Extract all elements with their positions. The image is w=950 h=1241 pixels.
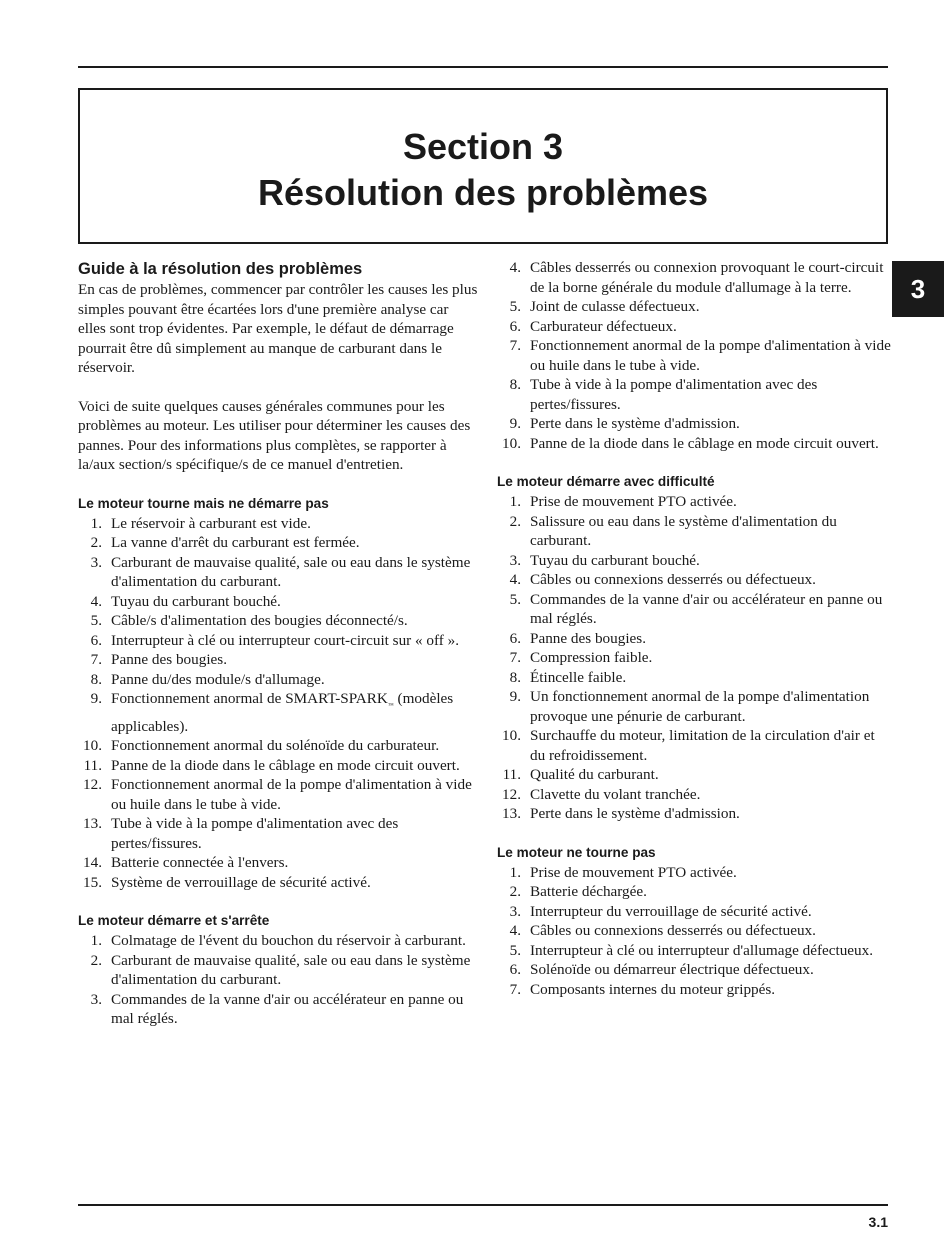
- left-column: [78, 258, 478, 1029]
- list-item: 6. Panne des bougies.: [509, 629, 646, 647]
- list-item: 10. Surchauffe du moteur, limitation de la circulation d'air et du refroidissement.: [502, 727, 875, 764]
- list-item: 3. Tuyau du carburant bouché.: [509, 551, 700, 569]
- list-item: 7. Composants internes du moteur grippés.: [509, 980, 776, 998]
- list-item: 13. Perte dans le système d'admission.: [502, 805, 740, 822]
- list-item: 10. Panne de la diode dans le câblage en mode circuit ouvert.: [502, 434, 879, 452]
- list-item: 13. Tube à vide à la pompe d'alimentation avec des pertes/fissures.: [83, 815, 399, 852]
- list-item: 1. Le réservoir à carburant est vide.: [90, 514, 311, 532]
- hard-start-list: [497, 492, 893, 824]
- guide-paragraph-1: En cas de problèmes, commencer par contrôler les causes les plus simples pouvant être écartées lors d'une première analyse car elles sont trop évidentes. Par exemple, le défaut de démarrage pourrait être dû simplement au manque de carburant dans le réservoir.: [78, 281, 478, 376]
- starts-stops-heading: Le moteur démarre et s'arrête: [78, 913, 270, 929]
- section-title: Résolution des problèmes: [257, 172, 709, 213]
- list-item: 6. Solénoïde ou démarreur électrique défectueux.: [509, 961, 814, 978]
- list-item: 2. Carburant de mauvaise qualité, sale ou eau dans le système d'alimentation du carburant.: [90, 951, 471, 989]
- list-item: 8. Étincelle faible.: [509, 668, 627, 686]
- guide-paragraph-2: Voici de suite quelques causes générales communes pour les problèmes au moteur. Les utiliser pour déterminer les causes des pannes. Pour des informations plus complètes, se rapporter à la/aux section/s spécifique/s de ce manuel d'entretien.: [78, 397, 471, 473]
- list-item: 14. Batterie connectée à l'envers.: [83, 854, 289, 872]
- list-item: 4. Câbles ou connexions desserrés ou défectueux.: [509, 922, 816, 939]
- list-item: 11. Qualité du carburant.: [502, 766, 659, 783]
- list-item: 3. Interrupteur du verrouillage de sécurité activé.: [509, 902, 812, 920]
- guide-heading: Guide à la résolution des problèmes: [78, 260, 363, 278]
- list-item: 7. Compression faible.: [509, 649, 653, 666]
- top-rule: [78, 66, 888, 68]
- bottom-rule: [78, 1204, 888, 1206]
- list-item: 10. Fonctionnement anormal du solénoïde du carburateur.: [83, 737, 440, 755]
- list-item: 8. Panne du/des module/s d'allumage.: [90, 670, 325, 688]
- list-item: 1. Colmatage de l'évent du bouchon du réservoir à carburant.: [90, 932, 466, 950]
- list-item: 6. Interrupteur à clé ou interrupteur court-circuit sur « off ».: [90, 631, 460, 649]
- list-item: 5. Commandes de la vanne d'air ou accélérateur en panne ou mal réglés.: [509, 590, 883, 627]
- list-item: 4. Câbles ou connexions desserrés ou défectueux.: [509, 571, 816, 588]
- list-item: 9. Fonctionnement anormal de SMART-SPARK™ (modèles applicables).: [90, 690, 454, 735]
- list-item: 5. Câble/s d'alimentation des bougies déconnecté/s.: [90, 612, 408, 629]
- page-number: 3.1: [868, 1214, 888, 1230]
- list-item: 12. Clavette du volant tranchée.: [502, 785, 701, 803]
- list-item: 12. Fonctionnement anormal de la pompe d'alimentation à vide ou huile dans le tube à vide.: [83, 776, 472, 813]
- list-item: 11. Panne de la diode dans le câblage en mode circuit ouvert.: [83, 756, 460, 774]
- list-item: 3. Carburant de mauvaise qualité, sale ou eau dans le système d'alimentation du carburant.: [90, 553, 471, 590]
- list-item: 2. La vanne d'arrêt du carburant est fermée.: [90, 534, 360, 551]
- list-item: 5. Interrupteur à clé ou interrupteur d'allumage défectueux.: [509, 941, 874, 959]
- section-tab-marker: 3: [892, 261, 944, 317]
- section-number-title: Section 3: [402, 126, 564, 167]
- list-item: 15. Système de verrouillage de sécurité activé.: [83, 873, 371, 891]
- no-start-heading: Le moteur tourne mais ne démarre pas: [78, 495, 329, 511]
- list-item: 8. Tube à vide à la pompe d'alimentation avec des pertes/fissures.: [509, 376, 818, 413]
- list-item: 7. Fonctionnement anormal de la pompe d'alimentation à vide ou huile dans le tube à vide.: [509, 337, 891, 374]
- list-item: 4. Tuyau du carburant bouché.: [90, 592, 281, 610]
- trademark-mark: ™: [387, 703, 394, 710]
- list-item: 1. Prise de mouvement PTO activée.: [509, 863, 737, 881]
- starts-stops-list-part2: [497, 258, 893, 453]
- list-item: 2. Salissure ou eau dans le système d'alimentation du carburant.: [509, 512, 837, 549]
- list-item: 1. Prise de mouvement PTO activée.: [509, 493, 737, 510]
- hard-start-heading: Le moteur démarre avec difficulté: [497, 474, 715, 489]
- no-start-list: [78, 514, 478, 893]
- list-item: 5. Joint de culasse défectueux.: [509, 298, 700, 315]
- list-item: 6. Carburateur défectueux.: [509, 317, 677, 335]
- right-column: [497, 258, 893, 999]
- list-item: 9. Perte dans le système d'admission.: [509, 415, 740, 432]
- list-item: 4. Câbles desserrés ou connexion provoquant le court-circuit de la borne générale du module d'allumage à la terre.: [509, 259, 884, 296]
- list-item: 7. Panne des bougies.: [90, 651, 227, 668]
- no-crank-list: [497, 863, 893, 1000]
- section-title-box: [78, 88, 888, 244]
- list-item: 2. Batterie déchargée.: [509, 883, 647, 900]
- list-item: 9. Un fonctionnement anormal de la pompe d'alimentation provoque une pénurie de carburant.: [509, 688, 870, 725]
- no-crank-heading: Le moteur ne tourne pas: [497, 844, 656, 860]
- starts-stops-list-part1: [78, 931, 478, 1029]
- list-item: 3. Commandes de la vanne d'air ou accélérateur en panne ou mal réglés.: [90, 990, 464, 1028]
